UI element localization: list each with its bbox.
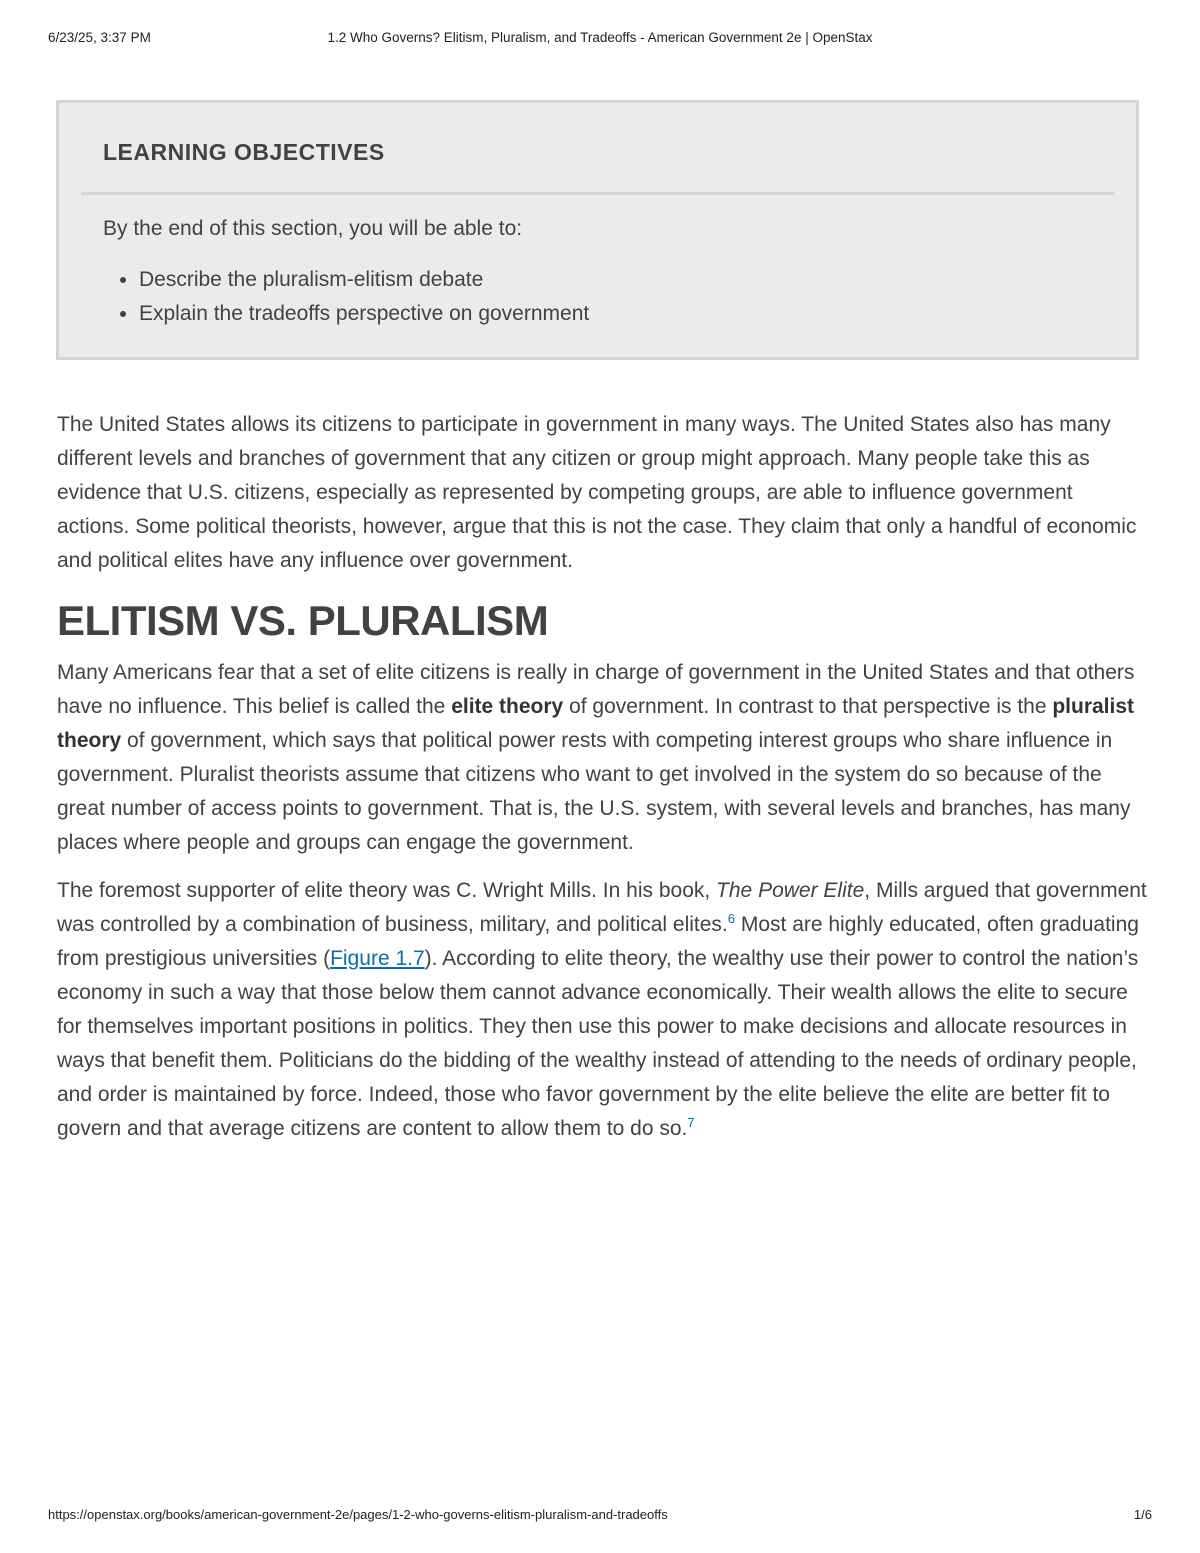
print-footer <box>0 1507 1200 1527</box>
footnote-link-6[interactable]: 6 <box>727 911 736 926</box>
print-header <box>0 30 1200 50</box>
page-number: 1/6 <box>1133 1507 1152 1522</box>
learning-objectives-heading: LEARNING OBJECTIVES <box>103 139 385 165</box>
learning-objective-item: • Describe the pluralism-elitism debate <box>139 263 589 297</box>
elite-theory-paragraph <box>57 874 1147 1146</box>
main-content <box>57 408 1147 1146</box>
learning-objectives-divider <box>81 192 1114 195</box>
print-page-title: 1.2 Who Governs? Elitism, Pluralism, and Tradeoffs - American Government 2e | OpenStax <box>327 30 873 45</box>
footnote-ref-7[interactable] <box>687 1115 694 1130</box>
print-url: https://openstax.org/books/american-government-2e/pages/1-2-who-governs-elitism-pluralism-and-tradeoffs <box>48 1507 668 1522</box>
text-run: Most are highly educated, often graduating from prestigious universities ( <box>57 913 1139 970</box>
footnote-ref-6[interactable] <box>728 911 735 926</box>
text-run: , Mills argued that government was controlled by a combination of business, military, and political elites. <box>57 879 1147 936</box>
text-run: The foremost supporter of elite theory was C. Wright Mills. In his book, <box>57 879 717 902</box>
learning-objective-item: • Explain the tradeoffs perspective on government <box>139 297 589 331</box>
footnote-link-7[interactable]: 7 <box>687 1115 695 1130</box>
intro-paragraph: The United States allows its citizens to participate in government in many ways. The United States also has many different levels and branches of government that any citizen or group might approach. Many people take this as evidence that U.S. citizens, especially as represented by competing groups, are able to influence government actions. Some political theorists, however, argue that this is not the case. They claim that only a handful of economic and political elites have any influence over government. <box>57 413 1137 572</box>
learning-objectives-intro: By the end of this section, you will be able to: <box>103 217 523 240</box>
print-timestamp: 6/23/25, 3:37 PM <box>48 30 151 45</box>
book-title: The Power Elite <box>716 879 865 902</box>
key-term-elite-theory: elite theory <box>451 695 564 718</box>
section-heading: ELITISM VS. PLURALISM <box>57 597 549 644</box>
figure-link[interactable]: Figure 1.7 <box>330 947 425 970</box>
learning-objectives-list <box>115 263 589 331</box>
learning-objectives-box <box>56 100 1139 360</box>
key-term-pluralist-theory: pluralist theory <box>57 695 1135 752</box>
text-run: of government. In contrast to that perspective is the <box>563 695 1053 718</box>
text-run: ). According to elite theory, the wealthy use their power to control the nation’s economy in such a way that those below them cannot advance economically. Their wealth allows the elite to secure for themselves important positions in politics. They then use this power to make decisions and allocate resources in ways that benefit them. Politicians do the bidding of the wealthy instead of attending to the needs of ordinary people, and order is maintained by force. Indeed, those who favor government by the elite believe the elite are better fit to govern and that average citizens are content to allow them to do so. <box>57 947 1139 1140</box>
elitism-pluralism-paragraph <box>57 656 1147 860</box>
text-run: of government, which says that political power rests with competing interest groups who share influence in government. Pluralist theorists assume that citizens who want to get involved in the system do so because of the great number of access points to government. That is, the U.S. system, with several levels and branches, has many places where people and groups can engage the government. <box>57 729 1131 854</box>
text-run: Many Americans fear that a set of elite citizens is really in charge of government in the United States and that others have no influence. This belief is called the <box>57 661 1135 718</box>
